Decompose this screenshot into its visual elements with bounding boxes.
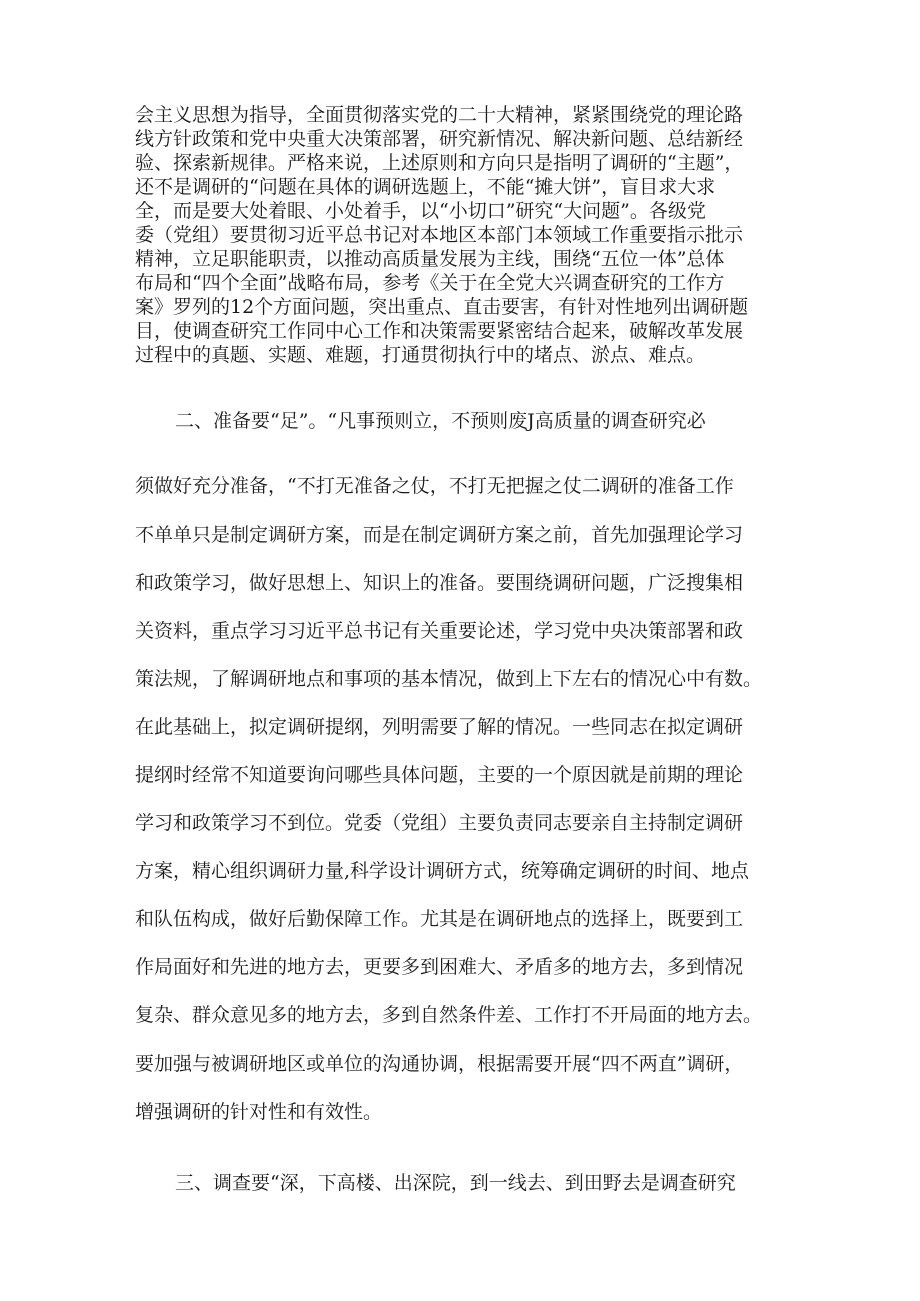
text-line: 和队伍构成，做好后勤保障工作。尤其是在调研地点的选择上，既要到工 xyxy=(135,908,744,930)
text-line: 布局和“四个全面”战略布局，参考《关于在全党大兴调查研究的工作方 xyxy=(135,272,725,294)
text-line: 策法规，了解调研地点和事项的基本情况，做到上下左右的情况心中有数。 xyxy=(135,668,763,690)
text-line: 还不是调研的“问题在具体的调研选题上，不能“摊大饼”，盲目求大求 xyxy=(135,176,716,198)
text-line: 全，而是要大处着眼、小处着手，以“小切口”研究“大问题”。各级党 xyxy=(135,200,706,222)
text-line: 作局面好和先进的地方去，更要多到困难大、矛盾多的地方去，多到情况 xyxy=(135,956,744,978)
text-line: 要加强与被调研地区或单位的沟通协调，根据需要开展“四不两直”调研， xyxy=(135,1053,744,1075)
text-line: 关资料，重点学习习近平总书记有关重要论述，学习党中央决策部署和政 xyxy=(135,620,744,642)
text-line: 目，使调查研究工作同中心工作和决策需要紧密结合起来，破解改革发展 xyxy=(135,320,744,342)
text-line: 在此基础上，拟定调研提纲，列明需要了解的情况。一些同志在拟定调研 xyxy=(135,716,744,738)
text-line: 须做好充分准备，“不打无准备之仗，不打无把握之仗二调研的准备工作 xyxy=(135,475,734,497)
text-line: 方案，精心组织调研力量,科学设计调研方式，统筹确定调研的时间、地点 xyxy=(135,860,750,882)
text-line: 委（党组）要贯彻习近平总书记对本地区本部门本领域工作重要指示批示 xyxy=(135,224,744,246)
text-line: 过程中的真题、实题、难题，打通贯彻执行中的堵点、淤点、难点。 xyxy=(135,344,706,366)
text-line: 案》罗列的12个方面问题，突出重点、直击要害，有针对性地列出调研题 xyxy=(135,296,749,318)
text-line: 增强调研的针对性和有效性。 xyxy=(135,1101,383,1123)
text-line: 提纲时经常不知道要询问哪些具体问题，主要的一个原因就是前期的理论 xyxy=(135,764,744,786)
section-heading-line: 三、调查要“深，下高楼、出深院，到一线去、到田野去是调查研究 xyxy=(175,1172,736,1194)
section-heading-line: 二、准备要“足”。“凡事预则立，不预则废J高质量的调查研究必 xyxy=(175,410,706,432)
text-line: 学习和政策学习不到位。党委（党组）主要负责同志要亲自主持制定调研 xyxy=(135,812,744,834)
text-line: 和政策学习，做好思想上、知识上的准备。要围绕调研问题，广泛搜集相 xyxy=(135,572,744,594)
text-line: 不单单只是制定调研方案，而是在制定调研方案之前，首先加强理论学习 xyxy=(135,524,744,546)
text-line: 线方针政策和党中央重大决策部署，研究新情况、解决新问题、总结新经 xyxy=(135,128,744,150)
text-line: 复杂、群众意见多的地方去，多到自然条件差、工作打不开局面的地方去。 xyxy=(135,1004,763,1026)
text-line: 验、探索新规律。严格来说，上述原则和方向只是指明了调研的“主题”， xyxy=(135,152,744,174)
text-line: 精神，立足职能职责，以推动高质量发展为主线，围绕“五位一体”总体 xyxy=(135,248,725,270)
text-line: 会主义思想为指导，全面贯彻落实党的二十大精神，紧紧围绕党的理论路 xyxy=(135,104,744,126)
